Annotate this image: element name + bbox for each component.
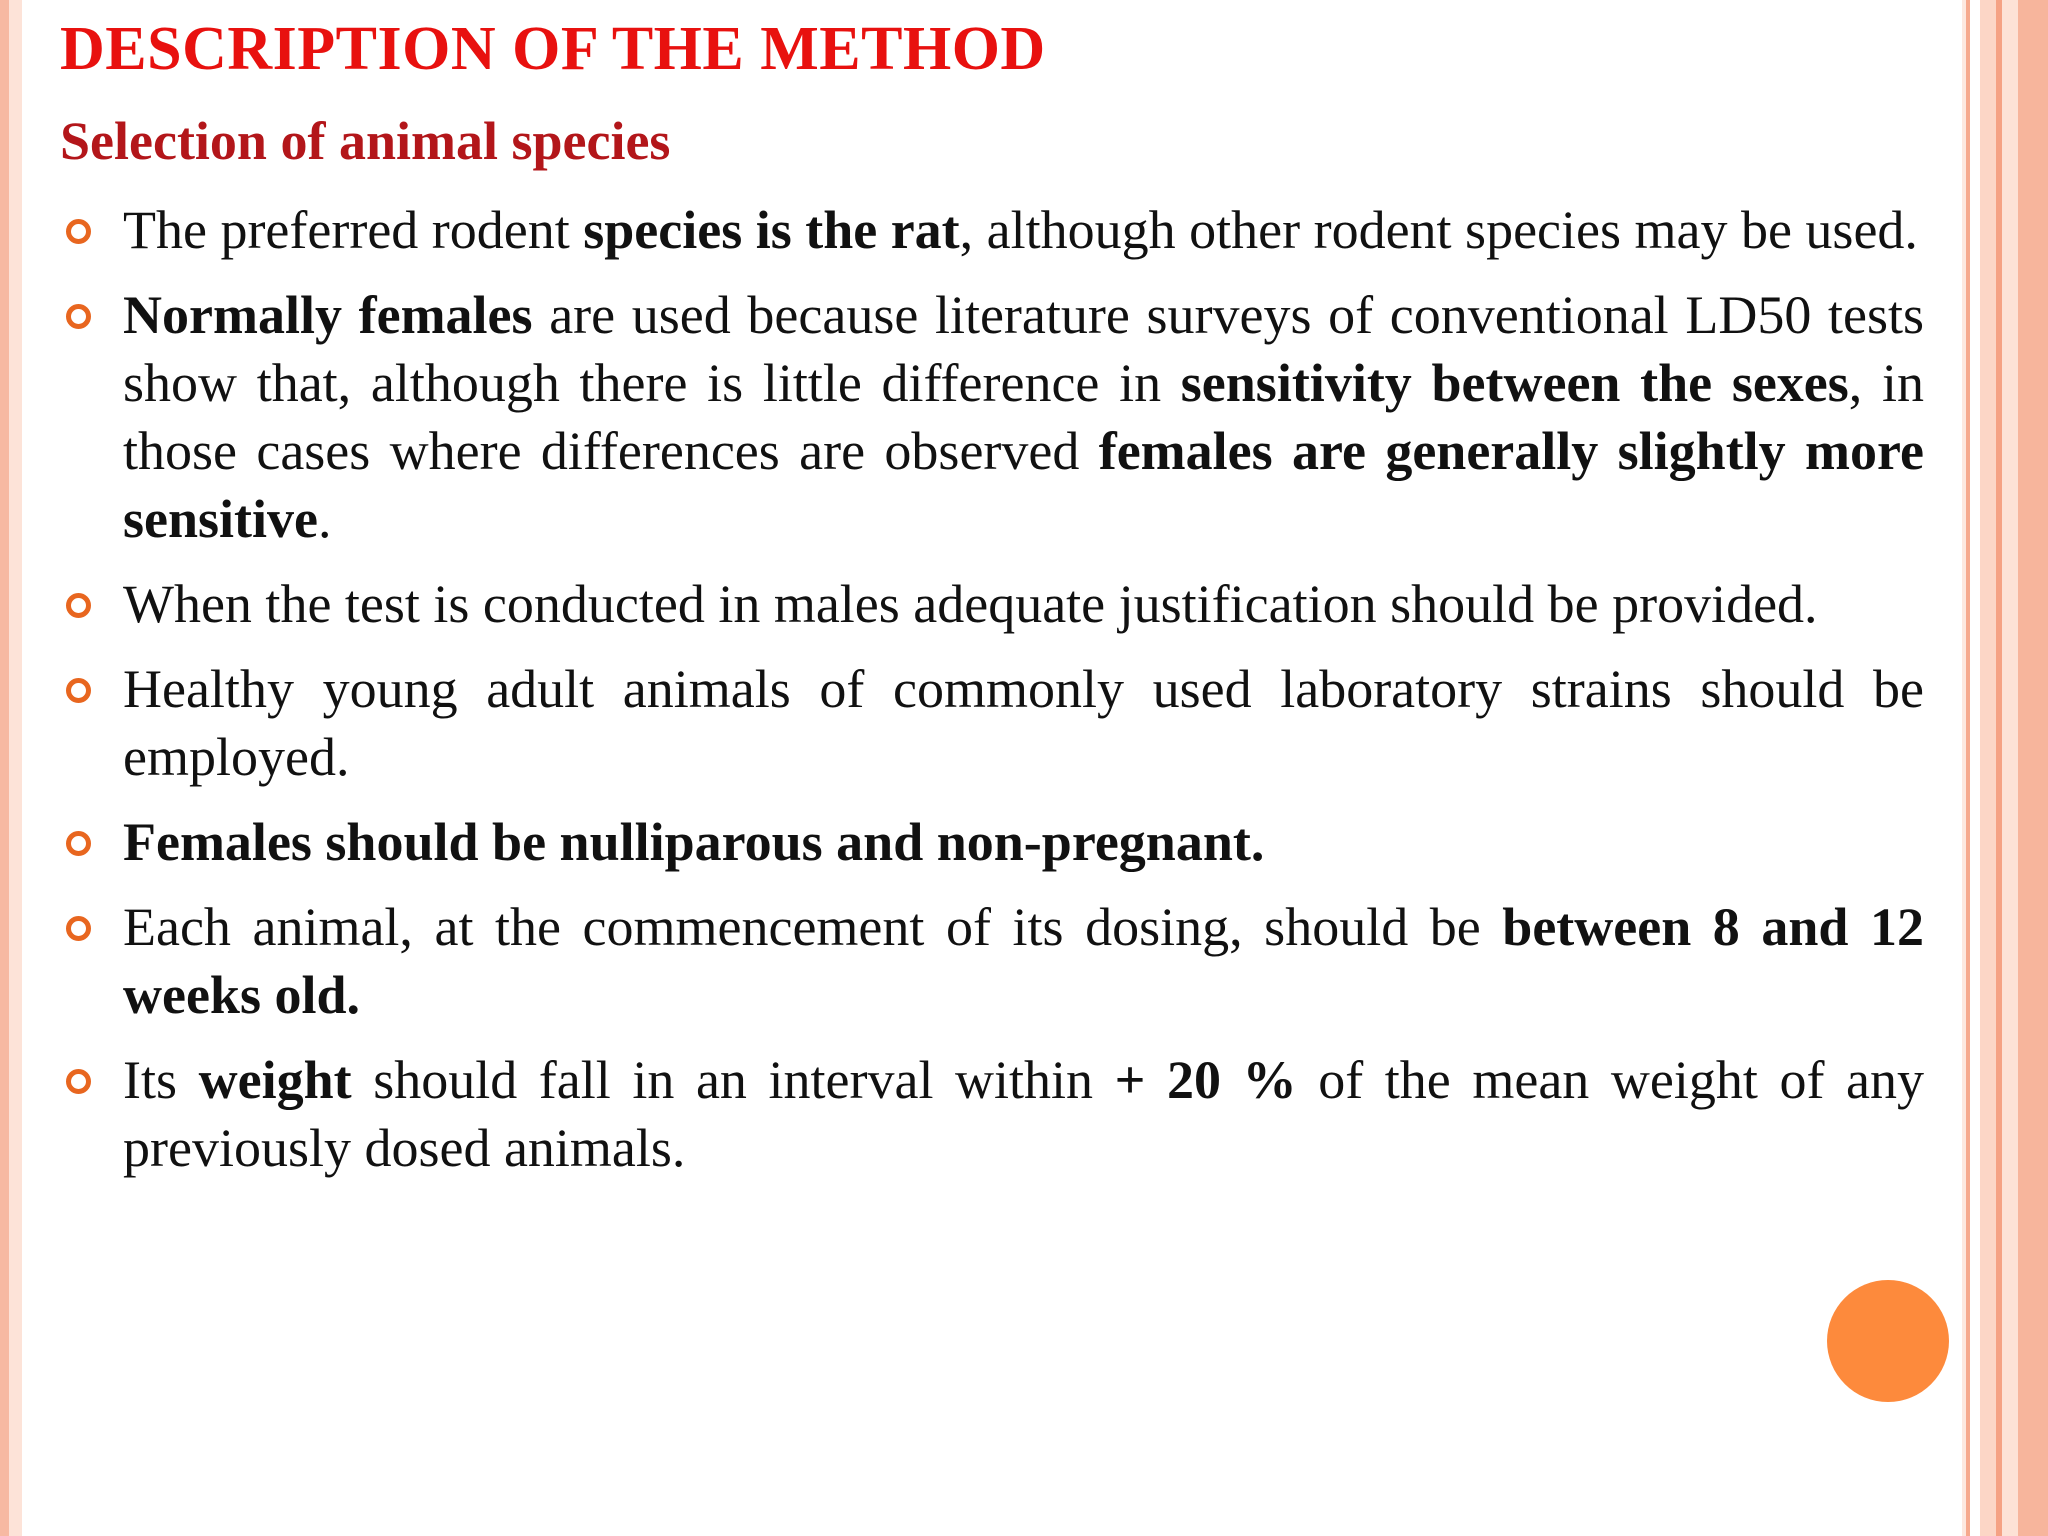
bullet-text [123,659,1924,787]
bullet-text-segment: . [318,489,332,549]
bullet-circle-icon [66,916,91,941]
slide-title: DESCRIPTION OF THE METHOD [60,15,1046,83]
bullet-item [60,655,1924,791]
bullet-item [60,808,1924,876]
bullet-circle-icon [66,304,91,329]
bullet-text-segment: , in those cases where differences are observed [123,353,1924,481]
bullet-item [60,281,1924,553]
bullet-text-segment: are used because literature surveys of conventional LD50 tests show that, although there is little difference in [123,285,1924,413]
bullet-text-bold: Normally females [123,285,533,345]
bullet-text-bold: sensitivity between the sexes [1180,353,1849,413]
bullet-circle-icon [66,831,91,856]
bullet-text-segment: Its [123,1050,199,1110]
bullet-text-segment: When the test is conducted in males adequate justification should be provided. [123,574,1818,634]
bullet-text-bold: species is the rat [583,200,960,260]
left-border-decoration [0,0,22,1536]
bullet-text [123,897,1924,1025]
bullet-text-segment: of the mean weight of any previously dosed animals. [123,1050,1924,1178]
bullet-text-segment: The preferred rodent [123,200,584,260]
slide-subtitle: Selection of animal species [60,111,671,171]
bullet-circle-icon [66,219,91,244]
bullet-text-bold: weight [198,1050,352,1110]
bullet-circle-icon [66,593,91,618]
bullet-text-bold: between 8 and 12 weeks old. [123,897,1924,1025]
bullet-item [60,196,1924,264]
bullet-text-bold: females are generally slightly more sensitive [123,421,1924,549]
bullet-item [60,1046,1924,1182]
bullet-text-segment: , although other rodent species may be used. [959,200,1918,260]
bullet-text-segment: should fall in an interval within [351,1050,1115,1110]
bullet-list [60,196,1924,1199]
bullet-text-bold: + 20 % [1114,1050,1297,1110]
bullet-text-bold: Females should be nulliparous and non-pregnant. [123,812,1265,872]
bullet-item [60,570,1924,638]
bullet-text-segment: Healthy young adult animals of commonly used laboratory strains should be employed. [123,659,1924,787]
right-border-decoration [1962,0,2048,1536]
bullet-item [60,893,1924,1029]
bullet-text-segment: Each animal, at the commencement of its dosing, should be [123,897,1503,957]
bullet-text [123,200,1918,260]
bullet-circle-icon [66,678,91,703]
orange-circle-decoration [1827,1280,1949,1402]
bullet-circle-icon [66,1069,91,1094]
bullet-text [123,574,1818,634]
bullet-text [123,285,1924,549]
bullet-text [123,1050,1924,1178]
bullet-text [123,812,1264,872]
